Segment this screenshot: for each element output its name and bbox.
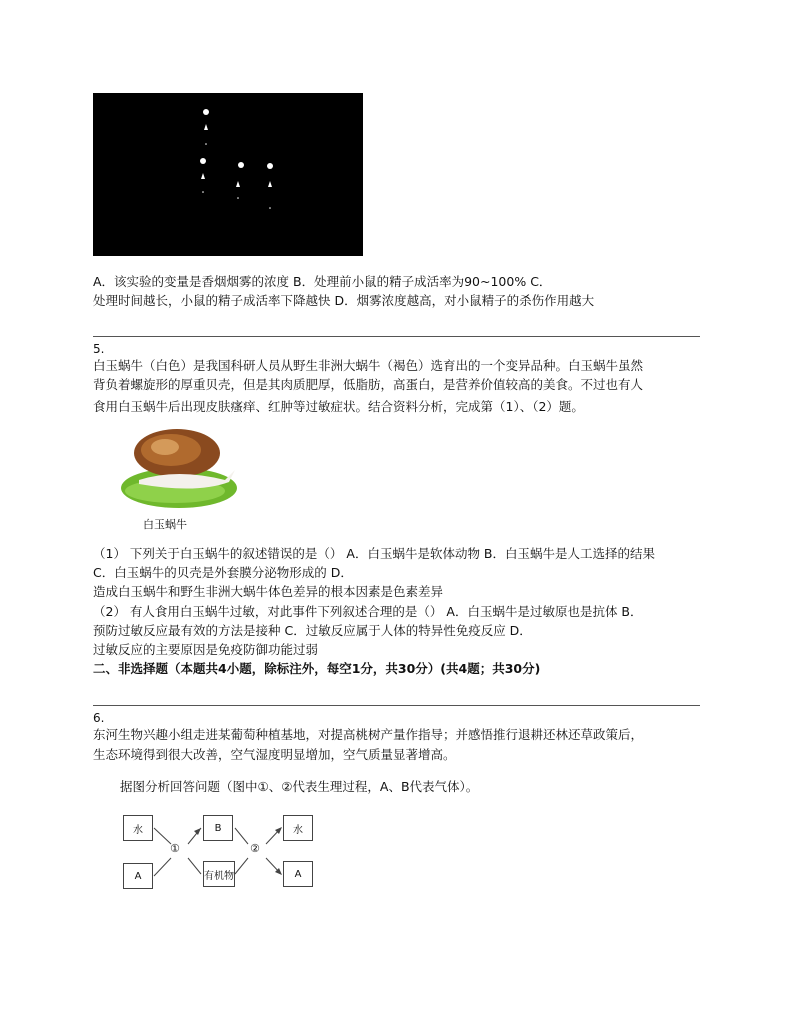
- diagram-box-b: B: [203, 815, 233, 841]
- section2-heading: 二、非选择题（本题共4小题，除标注外，每空1分，共30分）(共4题；共30分): [93, 661, 541, 676]
- snail-image: [117, 424, 245, 532]
- q6-number: 6.: [93, 711, 105, 725]
- q5-sub1-line2: C．白玉蜗牛的贝壳是外套膜分泌物形成的 D．: [93, 565, 353, 580]
- q5-sub2-line2: 预防过敏反应最有效的方法是接种 C．过敏反应属于人体的特异性免疫反应 D．: [93, 623, 532, 638]
- diagram-box-organic: 有机物: [203, 861, 235, 887]
- snail-drawing: [117, 424, 245, 516]
- q6-process-diagram: [118, 812, 318, 892]
- divider: [93, 336, 700, 337]
- q4-options-line2: 处理时间越长，小鼠的精子成活率下降越快 D．烟雾浓度越高，对小鼠精子的杀伤作用越大: [93, 293, 595, 308]
- divider: [93, 705, 700, 706]
- diagram-box-a-right: A: [283, 861, 313, 887]
- q5-stem-line2: 背负着螺旋形的厚重贝壳，但是其肉质肥厚，低脂肪，高蛋白，是营养价值较高的美食。不过也有人: [93, 377, 644, 392]
- q6-stem-line2: 生态环境得到很大改善，空气湿度明显增加，空气质量显著增高。: [93, 747, 456, 762]
- diagram-box-a-left: A: [123, 863, 153, 889]
- snail-caption: 白玉蜗牛: [143, 518, 187, 531]
- q6-instruction: 据图分析回答问题（图中①、②代表生理过程，A、B代表气体）。: [120, 779, 479, 794]
- q5-sub1-line1: （1） 下列关于白玉蜗牛的叙述错误的是（） A．白玉蜗牛是软体动物 B．白玉蜗牛是人工选择的结果: [93, 546, 656, 561]
- q5-sub2-line3: 过敏反应的主要原因是免疫防御功能过弱: [93, 642, 319, 657]
- q6-stem-line1: 东河生物兴趣小组走进某葡萄种植基地，对提高桃树产量作指导；并感悟推行退耕还林还草政策后，: [93, 727, 644, 742]
- q5-sub2-line1: （2） 有人食用白玉蜗牛过敏，对此事件下列叙述合理的是（） A．白玉蜗牛是过敏原也是抗体 B．: [93, 604, 643, 619]
- diagram-box-water-left: 水: [123, 815, 153, 841]
- q4-options-line1: A．该实验的变量是香烟烟雾的浓度 B．处理前小鼠的精子成活率为90~100% C．: [93, 274, 552, 289]
- q4-figure-drawing: [93, 93, 363, 256]
- q5-stem-line3: 食用白玉蜗牛后出现皮肤瘙痒、红肿等过敏症状。结合资料分析，完成第（1）、（2）题。: [93, 399, 584, 414]
- q5-number: 5.: [93, 342, 105, 356]
- q4-figure-image: [93, 93, 363, 256]
- diagram-process-2: ②: [250, 842, 260, 855]
- diagram-process-1: ①: [170, 842, 180, 855]
- diagram-box-water-right: 水: [283, 815, 313, 841]
- q5-stem-line1: 白玉蜗牛（白色）是我国科研人员从野生非洲大蜗牛（褐色）选育出的一个变异品种。白玉蜗牛虽然: [93, 358, 644, 373]
- q5-sub1-line3: 造成白玉蜗牛和野生非洲大蜗牛体色差异的根本因素是色素差异: [93, 584, 444, 599]
